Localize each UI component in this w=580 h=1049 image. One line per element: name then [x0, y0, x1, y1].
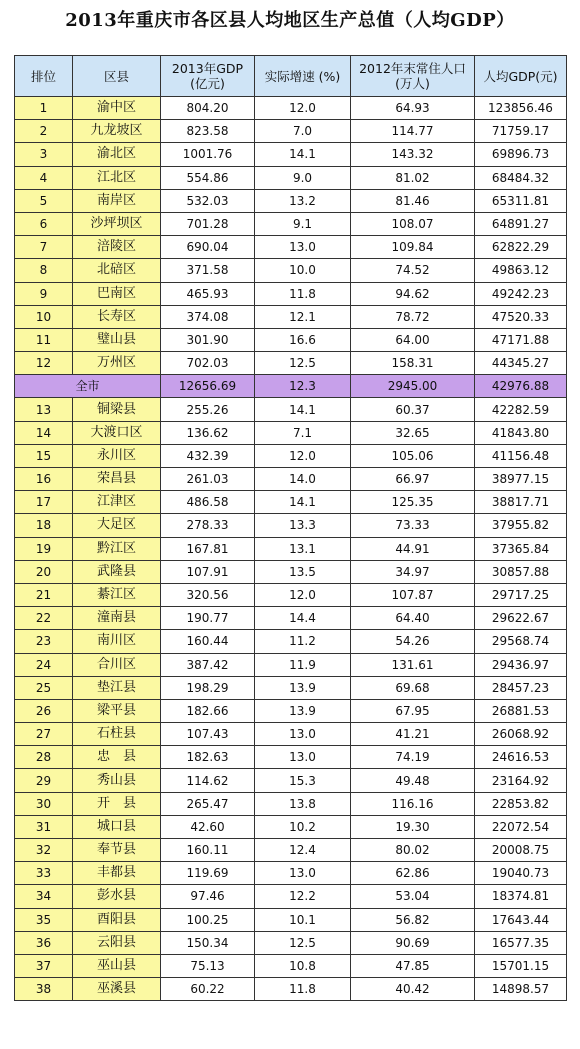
cell-rank: 14: [15, 421, 73, 444]
cell-growth: 12.2: [255, 885, 351, 908]
cell-per-capita: 49863.12: [475, 259, 567, 282]
cell-growth: 12.0: [255, 444, 351, 467]
cell-growth: 14.0: [255, 468, 351, 491]
cell-rank: 35: [15, 908, 73, 931]
cell-per-capita: 69896.73: [475, 143, 567, 166]
table-row: [15, 282, 567, 305]
cell-name: 石柱县: [73, 723, 161, 746]
cell-population: 69.68: [351, 676, 475, 699]
cell-population: 74.19: [351, 746, 475, 769]
cell-population: 125.35: [351, 491, 475, 514]
cell-gdp: 690.04: [161, 236, 255, 259]
cell-name: 綦江区: [73, 583, 161, 606]
cell-population: 80.02: [351, 839, 475, 862]
cell-growth: 12.5: [255, 931, 351, 954]
cell-population: 116.16: [351, 792, 475, 815]
cell-name: 酉阳县: [73, 908, 161, 931]
table-row: [15, 468, 567, 491]
table-row: [15, 815, 567, 838]
cell-growth: 7.1: [255, 421, 351, 444]
cell-rank: 36: [15, 931, 73, 954]
cell-gdp: 160.11: [161, 839, 255, 862]
cell-rank: 24: [15, 653, 73, 676]
cell-rank: 11: [15, 328, 73, 351]
total-population: 2945.00: [351, 375, 475, 398]
cell-gdp: 702.03: [161, 352, 255, 375]
table-row: [15, 653, 567, 676]
cell-gdp: 190.77: [161, 607, 255, 630]
cell-name: 沙坪坝区: [73, 212, 161, 235]
table-row: [15, 259, 567, 282]
cell-rank: 9: [15, 282, 73, 305]
cell-growth: 13.1: [255, 537, 351, 560]
cell-name: 渝中区: [73, 97, 161, 120]
header-pop-line1: 2012年末常住人口: [359, 61, 466, 76]
header-gdp-line2: (亿元): [190, 76, 225, 91]
total-gdp: 12656.69: [161, 375, 255, 398]
cell-gdp: 160.44: [161, 630, 255, 653]
table-row: [15, 143, 567, 166]
cell-gdp: 182.66: [161, 699, 255, 722]
cell-gdp: 374.08: [161, 305, 255, 328]
cell-growth: 14.1: [255, 398, 351, 421]
cell-rank: 27: [15, 723, 73, 746]
cell-population: 47.85: [351, 954, 475, 977]
cell-per-capita: 26068.92: [475, 723, 567, 746]
cell-name: 巴南区: [73, 282, 161, 305]
table-row: [15, 491, 567, 514]
cell-population: 143.32: [351, 143, 475, 166]
cell-growth: 11.2: [255, 630, 351, 653]
cell-name: 合川区: [73, 653, 161, 676]
cell-gdp: 823.58: [161, 120, 255, 143]
cell-population: 66.97: [351, 468, 475, 491]
cell-name: 北碚区: [73, 259, 161, 282]
cell-per-capita: 26881.53: [475, 699, 567, 722]
cell-name: 铜梁县: [73, 398, 161, 421]
cell-per-capita: 29717.25: [475, 583, 567, 606]
cell-per-capita: 16577.35: [475, 931, 567, 954]
cell-per-capita: 23164.92: [475, 769, 567, 792]
cell-population: 73.33: [351, 514, 475, 537]
cell-population: 109.84: [351, 236, 475, 259]
cell-gdp: 107.43: [161, 723, 255, 746]
cell-gdp: 255.26: [161, 398, 255, 421]
cell-growth: 11.8: [255, 978, 351, 1001]
cell-population: 60.37: [351, 398, 475, 421]
cell-growth: 9.0: [255, 166, 351, 189]
table-row: [15, 305, 567, 328]
cell-rank: 31: [15, 815, 73, 838]
cell-rank: 8: [15, 259, 73, 282]
cell-gdp: 150.34: [161, 931, 255, 954]
table-row: [15, 166, 567, 189]
cell-rank: 2: [15, 120, 73, 143]
table-row: [15, 746, 567, 769]
gdp-table: [14, 55, 567, 1001]
cell-growth: 13.0: [255, 236, 351, 259]
cell-rank: 19: [15, 537, 73, 560]
cell-gdp: 371.58: [161, 259, 255, 282]
cell-name: 城口县: [73, 815, 161, 838]
cell-name: 武隆县: [73, 560, 161, 583]
cell-gdp: 701.28: [161, 212, 255, 235]
cell-gdp: 432.39: [161, 444, 255, 467]
cell-growth: 11.8: [255, 282, 351, 305]
cell-per-capita: 29436.97: [475, 653, 567, 676]
cell-growth: 9.1: [255, 212, 351, 235]
table-row: [15, 444, 567, 467]
cell-rank: 20: [15, 560, 73, 583]
table-row: [15, 514, 567, 537]
cell-growth: 10.1: [255, 908, 351, 931]
cell-per-capita: 18374.81: [475, 885, 567, 908]
cell-population: 53.04: [351, 885, 475, 908]
cell-per-capita: 42282.59: [475, 398, 567, 421]
cell-growth: 12.0: [255, 583, 351, 606]
cell-per-capita: 14898.57: [475, 978, 567, 1001]
cell-population: 62.86: [351, 862, 475, 885]
cell-per-capita: 44345.27: [475, 352, 567, 375]
table-row: [15, 931, 567, 954]
cell-rank: 38: [15, 978, 73, 1001]
cell-gdp: 100.25: [161, 908, 255, 931]
table-row: [15, 908, 567, 931]
cell-per-capita: 71759.17: [475, 120, 567, 143]
table-row: [15, 954, 567, 977]
table-row: [15, 212, 567, 235]
table-row: [15, 792, 567, 815]
cell-rank: 15: [15, 444, 73, 467]
cell-rank: 3: [15, 143, 73, 166]
cell-population: 56.82: [351, 908, 475, 931]
cell-per-capita: 29622.67: [475, 607, 567, 630]
cell-name: 秀山县: [73, 769, 161, 792]
cell-growth: 13.0: [255, 723, 351, 746]
cell-rank: 23: [15, 630, 73, 653]
header-gdp-line1: 2013年GDP: [171, 61, 244, 76]
table-row: [15, 97, 567, 120]
cell-per-capita: 30857.88: [475, 560, 567, 583]
cell-per-capita: 19040.73: [475, 862, 567, 885]
cell-gdp: 320.56: [161, 583, 255, 606]
cell-gdp: 42.60: [161, 815, 255, 838]
cell-per-capita: 68484.32: [475, 166, 567, 189]
cell-population: 19.30: [351, 815, 475, 838]
table-row: [15, 537, 567, 560]
cell-name: 巫溪县: [73, 978, 161, 1001]
cell-gdp: 167.81: [161, 537, 255, 560]
header-pop-line2: (万人): [395, 76, 430, 91]
table-row: [15, 978, 567, 1001]
cell-rank: 33: [15, 862, 73, 885]
header-rank: 排位: [15, 56, 73, 97]
cell-gdp: 60.22: [161, 978, 255, 1001]
cell-population: 81.46: [351, 189, 475, 212]
cell-per-capita: 20008.75: [475, 839, 567, 862]
cell-growth: 11.9: [255, 653, 351, 676]
header-name: 区县: [73, 56, 161, 97]
cell-rank: 37: [15, 954, 73, 977]
cell-gdp: 97.46: [161, 885, 255, 908]
cell-name: 南岸区: [73, 189, 161, 212]
cell-population: 49.48: [351, 769, 475, 792]
cell-per-capita: 24616.53: [475, 746, 567, 769]
cell-gdp: 107.91: [161, 560, 255, 583]
cell-rank: 6: [15, 212, 73, 235]
cell-population: 158.31: [351, 352, 475, 375]
cell-population: 40.42: [351, 978, 475, 1001]
cell-gdp: 182.63: [161, 746, 255, 769]
table-row: [15, 189, 567, 212]
table-row: [15, 421, 567, 444]
table-row: [15, 328, 567, 351]
cell-rank: 7: [15, 236, 73, 259]
cell-population: 67.95: [351, 699, 475, 722]
cell-name: 忠 县: [73, 746, 161, 769]
cell-rank: 17: [15, 491, 73, 514]
cell-growth: 10.0: [255, 259, 351, 282]
cell-per-capita: 15701.15: [475, 954, 567, 977]
cell-gdp: 75.13: [161, 954, 255, 977]
cell-growth: 13.9: [255, 699, 351, 722]
cell-growth: 13.3: [255, 514, 351, 537]
cell-gdp: 465.93: [161, 282, 255, 305]
cell-population: 64.00: [351, 328, 475, 351]
cell-gdp: 1001.76: [161, 143, 255, 166]
cell-name: 垫江县: [73, 676, 161, 699]
cell-per-capita: 37955.82: [475, 514, 567, 537]
cell-gdp: 136.62: [161, 421, 255, 444]
cell-per-capita: 41843.80: [475, 421, 567, 444]
cell-growth: 10.2: [255, 815, 351, 838]
cell-growth: 16.6: [255, 328, 351, 351]
total-name: 全市: [15, 375, 161, 398]
cell-name: 梁平县: [73, 699, 161, 722]
header-gdp: [161, 56, 255, 97]
cell-per-capita: 17643.44: [475, 908, 567, 931]
cell-per-capita: 41156.48: [475, 444, 567, 467]
cell-rank: 12: [15, 352, 73, 375]
cell-population: 107.87: [351, 583, 475, 606]
table-row: [15, 583, 567, 606]
cell-population: 90.69: [351, 931, 475, 954]
cell-per-capita: 47171.88: [475, 328, 567, 351]
cell-per-capita: 37365.84: [475, 537, 567, 560]
cell-per-capita: 62822.29: [475, 236, 567, 259]
cell-rank: 28: [15, 746, 73, 769]
cell-name: 彭水县: [73, 885, 161, 908]
cell-name: 开 县: [73, 792, 161, 815]
table-row: [15, 607, 567, 630]
cell-rank: 10: [15, 305, 73, 328]
cell-gdp: 486.58: [161, 491, 255, 514]
cell-rank: 18: [15, 514, 73, 537]
cell-population: 105.06: [351, 444, 475, 467]
cell-rank: 34: [15, 885, 73, 908]
cell-growth: 12.1: [255, 305, 351, 328]
cell-population: 34.97: [351, 560, 475, 583]
cell-growth: 12.0: [255, 97, 351, 120]
cell-per-capita: 28457.23: [475, 676, 567, 699]
cell-population: 78.72: [351, 305, 475, 328]
table-row: [15, 352, 567, 375]
cell-rank: 1: [15, 97, 73, 120]
cell-population: 54.26: [351, 630, 475, 653]
cell-growth: 7.0: [255, 120, 351, 143]
table-row: [15, 723, 567, 746]
table-row: [15, 236, 567, 259]
cell-gdp: 265.47: [161, 792, 255, 815]
cell-population: 74.52: [351, 259, 475, 282]
cell-population: 41.21: [351, 723, 475, 746]
cell-rank: 4: [15, 166, 73, 189]
total-growth: 12.3: [255, 375, 351, 398]
cell-rank: 21: [15, 583, 73, 606]
cell-gdp: 261.03: [161, 468, 255, 491]
cell-name: 云阳县: [73, 931, 161, 954]
table-row: [15, 560, 567, 583]
table-row: [15, 862, 567, 885]
cell-name: 潼南县: [73, 607, 161, 630]
table-header-row: [15, 56, 567, 97]
cell-per-capita: 22072.54: [475, 815, 567, 838]
total-per-capita: 42976.88: [475, 375, 567, 398]
cell-name: 丰都县: [73, 862, 161, 885]
cell-population: 94.62: [351, 282, 475, 305]
cell-name: 长寿区: [73, 305, 161, 328]
watermark: [358, 1030, 363, 1043]
cell-gdp: 387.42: [161, 653, 255, 676]
cell-per-capita: 65311.81: [475, 189, 567, 212]
cell-growth: 10.8: [255, 954, 351, 977]
cell-rank: 25: [15, 676, 73, 699]
cell-name: 南川区: [73, 630, 161, 653]
cell-population: 44.91: [351, 537, 475, 560]
header-population: [351, 56, 475, 97]
cell-name: 永川区: [73, 444, 161, 467]
cell-population: 64.40: [351, 607, 475, 630]
header-growth: 实际增速 (%): [255, 56, 351, 97]
cell-name: 江北区: [73, 166, 161, 189]
cell-name: 万州区: [73, 352, 161, 375]
cell-per-capita: 64891.27: [475, 212, 567, 235]
cell-growth: 12.4: [255, 839, 351, 862]
cell-name: 江津区: [73, 491, 161, 514]
cell-population: 64.93: [351, 97, 475, 120]
cell-rank: 29: [15, 769, 73, 792]
table-row: [15, 398, 567, 421]
cell-name: 大渡口区: [73, 421, 161, 444]
cell-name: 九龙坡区: [73, 120, 161, 143]
cell-name: 黔江区: [73, 537, 161, 560]
cell-name: 涪陵区: [73, 236, 161, 259]
cell-rank: 32: [15, 839, 73, 862]
cell-per-capita: 49242.23: [475, 282, 567, 305]
cell-gdp: 114.62: [161, 769, 255, 792]
table-row: [15, 120, 567, 143]
header-per-capita: 人均GDP(元): [475, 56, 567, 97]
cell-per-capita: 29568.74: [475, 630, 567, 653]
table-total-row: [15, 375, 567, 398]
cell-growth: 15.3: [255, 769, 351, 792]
cell-name: 荣昌县: [73, 468, 161, 491]
cell-per-capita: 38817.71: [475, 491, 567, 514]
page-title: 2013年重庆市各区县人均地区生产总值（人均GDP）: [65, 10, 515, 31]
cell-per-capita: 38977.15: [475, 468, 567, 491]
cell-name: 奉节县: [73, 839, 161, 862]
cell-rank: 30: [15, 792, 73, 815]
cell-growth: 14.1: [255, 143, 351, 166]
cell-growth: 13.5: [255, 560, 351, 583]
cell-rank: 22: [15, 607, 73, 630]
cell-rank: 16: [15, 468, 73, 491]
cell-gdp: 532.03: [161, 189, 255, 212]
table-row: [15, 676, 567, 699]
cell-gdp: 804.20: [161, 97, 255, 120]
table-row: [15, 699, 567, 722]
cell-gdp: 301.90: [161, 328, 255, 351]
cell-gdp: 198.29: [161, 676, 255, 699]
cell-name: 大足区: [73, 514, 161, 537]
table-row: [15, 885, 567, 908]
table-row: [15, 769, 567, 792]
cell-rank: 13: [15, 398, 73, 421]
cell-growth: 12.5: [255, 352, 351, 375]
cell-growth: 13.0: [255, 746, 351, 769]
cell-gdp: 119.69: [161, 862, 255, 885]
cell-population: 81.02: [351, 166, 475, 189]
cell-population: 131.61: [351, 653, 475, 676]
cell-gdp: 278.33: [161, 514, 255, 537]
table-row: [15, 630, 567, 653]
cell-growth: 13.8: [255, 792, 351, 815]
cell-growth: 13.0: [255, 862, 351, 885]
cell-per-capita: 47520.33: [475, 305, 567, 328]
cell-name: 巫山县: [73, 954, 161, 977]
cell-growth: 14.1: [255, 491, 351, 514]
cell-growth: 13.2: [255, 189, 351, 212]
cell-population: 114.77: [351, 120, 475, 143]
cell-gdp: 554.86: [161, 166, 255, 189]
cell-growth: 14.4: [255, 607, 351, 630]
cell-name: 渝北区: [73, 143, 161, 166]
cell-per-capita: 22853.82: [475, 792, 567, 815]
cell-population: 32.65: [351, 421, 475, 444]
table-row: [15, 839, 567, 862]
cell-name: 璧山县: [73, 328, 161, 351]
cell-growth: 13.9: [255, 676, 351, 699]
cell-rank: 5: [15, 189, 73, 212]
cell-population: 108.07: [351, 212, 475, 235]
cell-per-capita: 123856.46: [475, 97, 567, 120]
cell-rank: 26: [15, 699, 73, 722]
